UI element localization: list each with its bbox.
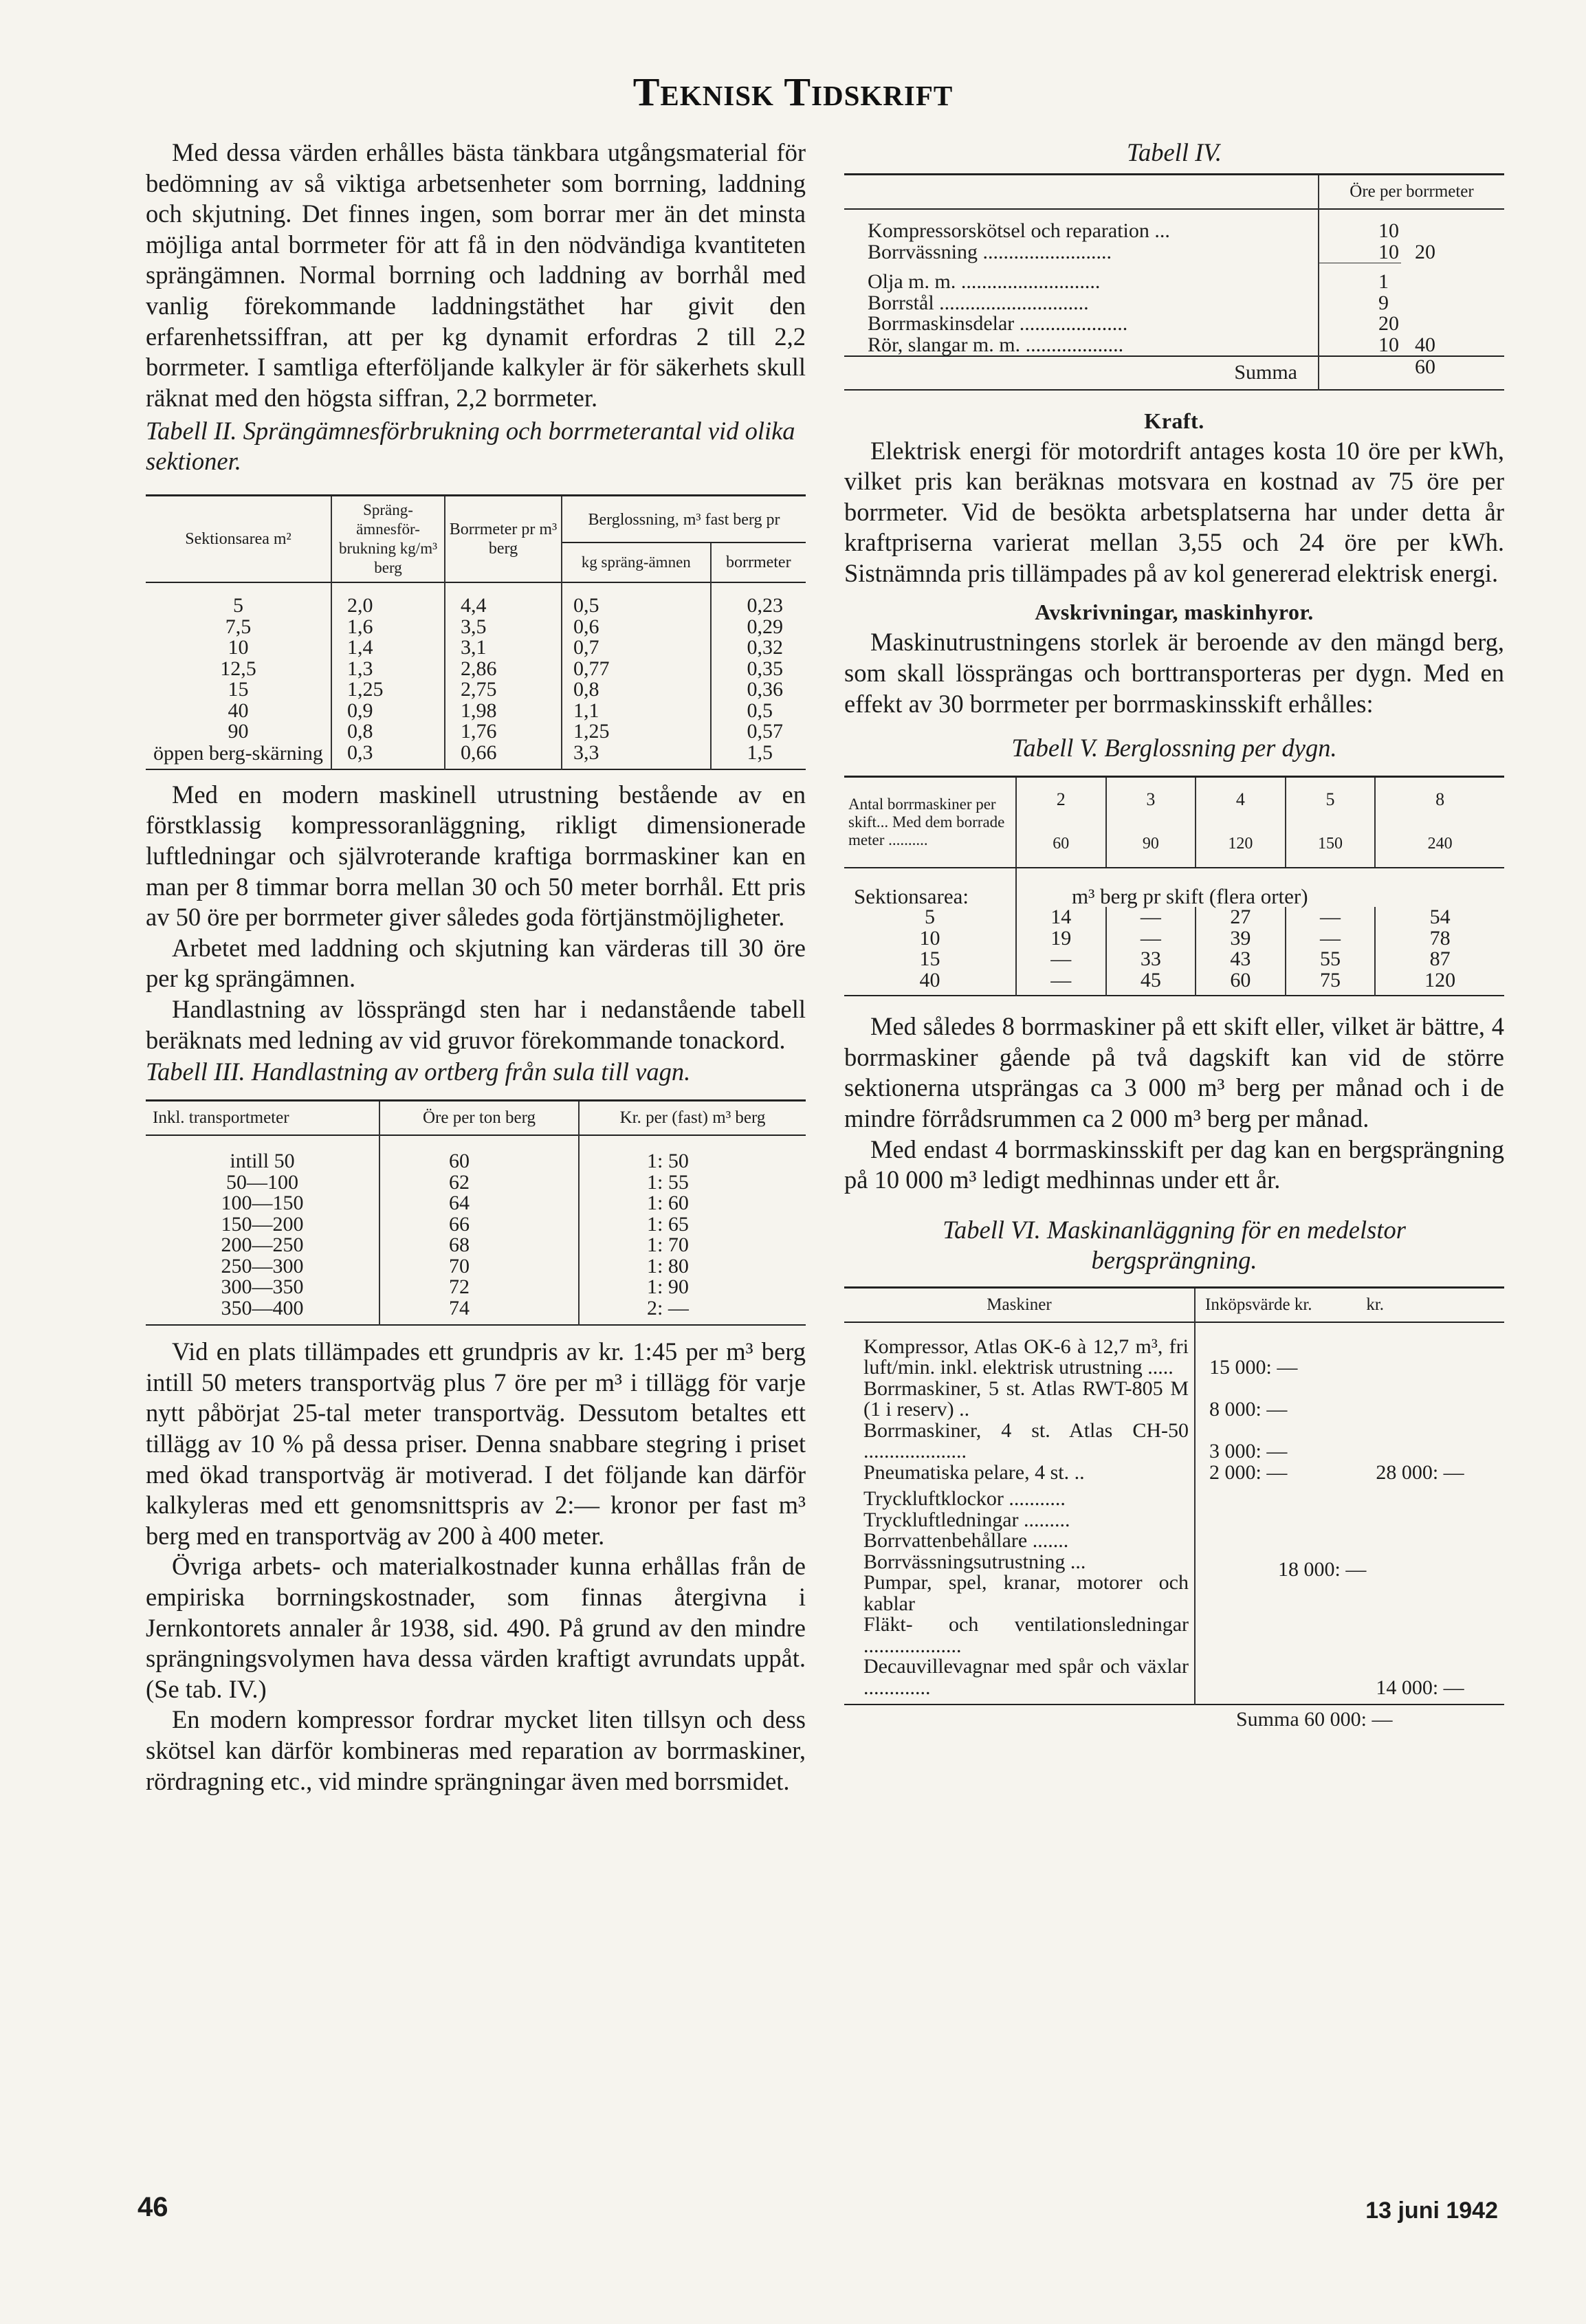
t2-cell-sekt: 5 <box>233 594 243 617</box>
t6-cell-subtotal: 28 000: — <box>1376 1460 1464 1484</box>
table-row <box>146 617 806 638</box>
t3-cell-transport: 250—300 <box>221 1254 304 1278</box>
paragraph-intro: Med dessa värden erhålles bästa tänkbara utgångsmaterial för bedömning av så viktiga arbetsenheter som borrning, laddning och skjutning. Det finnes ingen, som borrar mer än det minsta möjliga antal borrmeter för att få in den nödvändiga kvantiteten sprängämnen. Normal borrning och laddning av borrhål med vanlig förekommande laddningstäthet har givit den erfarenhetssiffran, att per kg dynamit erfordras 2 till 2,2 borrmeter. I samtliga efterföljande kalkyler är för säkerhets skull räknat med den högsta siffran, 2,2 borrmeter. <box>146 138 806 412</box>
t4-cell-label: Kompressorskötsel och reparation ... <box>868 219 1170 242</box>
t2-cell-bm: 0,36 <box>711 679 806 701</box>
table-6 <box>844 1286 1504 1731</box>
t5-cell-value: — <box>1106 928 1196 950</box>
table-row <box>146 1193 806 1214</box>
table-5 <box>844 776 1504 996</box>
t6-cell-subtotal <box>1366 1379 1504 1421</box>
table-row <box>146 637 806 659</box>
paragraph-avskrivningar: Maskinutrustningens storlek är beroende av den mängd berg, som skall lössprängas och borttransporteras per dygn. Med en effekt av 30 borrmeter per borrmaskinsskift erhålles: <box>844 628 1504 718</box>
t3-header-ore: Öre per ton berg <box>379 1101 579 1136</box>
table-row <box>146 1235 806 1256</box>
t3-cell-ore: 74 <box>379 1298 579 1326</box>
t2-cell-sekt: 12,5 <box>220 657 256 680</box>
t6-cell-value: 15 000: — <box>1195 1322 1366 1379</box>
t2-cell-sekt: 40 <box>228 699 249 722</box>
table-row <box>844 1322 1504 1379</box>
t5-cell-value: 75 <box>1286 970 1376 996</box>
t5-cell-value: 43 <box>1196 949 1286 970</box>
table-3-caption <box>146 1057 806 1087</box>
paragraph-borrmaskiner-8: Med således 8 borrmaskiner på ett skift eller, vilket är bättre, 4 borrmaskiner gående på två dagskift kan vid de större sektionerna utsprängas ca 3 000 m³ berg per månad och i de mindre förrådsrummen ca 2 000 m³ berg per månad. <box>844 1012 1504 1133</box>
table-row <box>844 263 1504 293</box>
t2-cell-kg: 0,5 <box>562 582 711 617</box>
t2-cell-kg: 0,77 <box>562 659 711 680</box>
t2-header-borr: Borrmeter pr m³ berg <box>445 496 562 583</box>
t6-sum-label: Summa <box>1236 1708 1299 1731</box>
table-row <box>146 582 806 617</box>
table-row <box>844 314 1504 335</box>
t6-group-item: Tryckluftledningar ......... <box>863 1508 1070 1531</box>
t2-cell-spr: 0,9 <box>331 701 445 722</box>
t6-last-value: 14 000: — <box>1376 1676 1464 1699</box>
table-row <box>844 907 1504 928</box>
t4-cell-label: Borrstål ............................. <box>868 292 1089 314</box>
t6-group-value: 18 000: — <box>1195 1483 1366 1656</box>
t3-cell-transport: 200—250 <box>221 1234 304 1257</box>
t2-header-berg: Berglossning, m³ fast berg pr <box>562 496 806 542</box>
heading-kraft: Kraft. <box>1144 408 1204 433</box>
t3-cell-kr: 1: 65 <box>579 1214 806 1236</box>
table-row <box>146 743 806 769</box>
t4-body <box>844 209 1504 390</box>
t6-cell-label: Pneumatiska pelare, 4 st. .. <box>863 1460 1085 1484</box>
paragraph-handlastning: Handlastning av lössprängd sten har i nedanstående tabell beräknats med ledning av vid gruvor förekommande tonackord. <box>146 995 806 1054</box>
t6-cell-value: 3 000: — <box>1195 1421 1366 1462</box>
table-row <box>844 242 1504 263</box>
t5-cell-value: 54 <box>1375 907 1504 928</box>
t4-sum-value: 60 <box>1415 355 1435 378</box>
t3-cell-kr: 1: 80 <box>579 1256 806 1278</box>
t4-cell-value: 20 <box>1319 314 1401 335</box>
t5-cell-value: 60 <box>1196 970 1286 996</box>
t4-cell-value: 9 <box>1319 293 1401 314</box>
t3-cell-ore: 70 <box>379 1256 579 1278</box>
t2-cell-kg: 1,1 <box>562 701 711 722</box>
t2-cell-spr: 1,25 <box>331 679 445 701</box>
t3-cell-kr: 1: 55 <box>579 1172 806 1194</box>
masthead-title: Teknisk Tidskrift <box>632 69 954 114</box>
t4-cell-subtotal: 20 <box>1415 240 1435 263</box>
t4-cell-value: 10 <box>1319 335 1401 357</box>
t3-cell-ore: 60 <box>379 1135 579 1172</box>
table-row <box>844 335 1504 357</box>
t5-cell-value: 87 <box>1375 949 1504 970</box>
t6-group-item: Tryckluftklockor ........... <box>863 1487 1066 1511</box>
t4-cell-label: Borrmaskinsdelar ..................... <box>868 314 1128 335</box>
t2-cell-bm: 0,29 <box>711 617 806 638</box>
table-5-caption <box>844 733 1504 763</box>
t5-meter: 60 <box>1053 834 1070 853</box>
t4-cell-label: Olja m. m. ........................... <box>868 270 1101 293</box>
t2-cell-borr: 0,66 <box>445 743 562 769</box>
t2-header-spr: Spräng-ämnesför-brukning kg/m³ berg <box>331 496 445 583</box>
t2-cell-sekt: öppen berg-skärning <box>153 741 323 765</box>
table-5-title: Berglossning per dygn. <box>1104 734 1337 763</box>
t6-sum-value: 60 000: — <box>1304 1708 1393 1731</box>
t5-sekt-label: Sektionsarea: <box>854 884 969 908</box>
t2-header-kg: kg spräng-ämnen <box>562 542 711 582</box>
t5-unit-label: m³ berg pr skift (flera orter) <box>1016 868 1504 908</box>
t5-meter: 90 <box>1142 834 1159 853</box>
t2-cell-bm: 0,5 <box>711 701 806 722</box>
t2-cell-kg: 0,7 <box>562 637 711 659</box>
table-row <box>844 1379 1504 1421</box>
table-row <box>844 949 1504 970</box>
t2-cell-spr: 1,3 <box>331 659 445 680</box>
table-sum-row <box>844 356 1504 390</box>
t4-cell-subtotal <box>1401 263 1504 293</box>
t2-cell-borr: 3,5 <box>445 617 562 638</box>
t4-cell-value: 1 <box>1319 263 1401 293</box>
table-2-title: Sprängämnesförbrukning och borrmeterantal vid olika sektioner. <box>146 417 795 476</box>
t3-cell-kr: 2: — <box>579 1298 806 1326</box>
paragraph-ovriga: Övriga arbets- och materialkostnader kunna erhållas från de empiriska borrningskostnader, som finnas återgivna i Jernkontorets annaler år 1938, sid. 490. På grund av den mindre sprängningsvolymen hava dessa värden kraftigt avrundats uppåt. (Se tab. IV.) <box>146 1552 806 1703</box>
t5-cell-sekt: 40 <box>919 968 940 991</box>
t4-cell-subtotal <box>1401 314 1504 335</box>
t6-body <box>844 1322 1504 1731</box>
t2-cell-sekt: 7,5 <box>225 615 252 638</box>
paragraph-kraft: Elektrisk energi för motordrift antages kosta 10 öre per kWh, vilket pris kan beräknas motsvara en kostnad av 75 öre per borrmeter. Vid de besökta arbetsplatserna har under detta år kraftpriserna varierat mellan 3,55 och 24 öre per kWh. Sistnämnda pris tillämpades på av kol genererad elektrisk energi. <box>844 436 1504 587</box>
t3-cell-kr: 1: 90 <box>579 1277 806 1298</box>
t2-cell-bm: 1,5 <box>711 743 806 769</box>
t2-cell-borr: 2,75 <box>445 679 562 701</box>
table-row <box>844 1421 1504 1462</box>
issue-date: 13 juni 1942 <box>1365 2197 1498 2224</box>
table-row <box>146 1298 806 1326</box>
t3-cell-transport: 100—150 <box>221 1192 304 1215</box>
t4-header: Öre per borrmeter <box>1319 175 1504 210</box>
table-2-label: Tabell II. <box>146 417 237 446</box>
t4-cell-label: Borrvässning ......................... <box>868 241 1112 263</box>
table-4 <box>844 173 1504 391</box>
t6-cell-subtotal <box>1366 1322 1504 1379</box>
table-2 <box>146 494 806 770</box>
t2-cell-kg: 0,8 <box>562 679 711 701</box>
t2-cell-kg: 1,25 <box>562 721 711 743</box>
table-6-title: Maskinanläggning för en medelstor bergsprängning. <box>1046 1215 1406 1274</box>
t4-cell-subtotal <box>1401 209 1504 242</box>
t4-cell-subtotal <box>1401 293 1504 314</box>
left-column <box>146 138 806 1797</box>
t5-subheader-row <box>844 868 1504 908</box>
t6-cell-label: Borrmaskiner, 4 st. Atlas CH-50 .................... <box>863 1418 1189 1463</box>
t2-cell-borr: 4,4 <box>445 582 562 617</box>
right-column <box>844 138 1504 1731</box>
t5-cell-value: — <box>1286 928 1376 950</box>
t3-cell-ore: 64 <box>379 1193 579 1214</box>
t3-cell-transport: 50—100 <box>226 1170 298 1194</box>
t2-header-sekt: Sektionsarea m² <box>185 530 291 549</box>
t5-count: 4 120 <box>1196 777 1286 868</box>
table-row <box>844 293 1504 314</box>
t5-meter: 150 <box>1317 834 1343 853</box>
t5-cell-value: — <box>1016 970 1106 996</box>
table-row <box>844 970 1504 996</box>
t4-cell-label: Rör, slangar m. m. ................... <box>868 334 1124 356</box>
t3-cell-ore: 72 <box>379 1277 579 1298</box>
table-6-label: Tabell VI. <box>943 1215 1041 1244</box>
table-2-caption <box>146 416 806 476</box>
t5-body <box>844 868 1504 996</box>
t3-cell-kr: 1: 50 <box>579 1135 806 1172</box>
t6-cell-value: 8 000: — <box>1195 1379 1366 1421</box>
table-row <box>146 1172 806 1194</box>
t5-count: 5 150 <box>1286 777 1376 868</box>
t5-cell-value: — <box>1286 907 1376 928</box>
table-row <box>146 1277 806 1298</box>
t5-header-label: Antal borrmaskiner per skift... Med dem borrade meter .......... <box>844 777 1016 868</box>
table-row <box>844 1462 1504 1484</box>
paragraph-kompressor: En modern kompressor fordrar mycket liten tillsyn och dess skötsel kan därför kombineras med reparation av borrmaskiner, rördragning etc., vid mindre sprängningar även med borrsmidet. <box>146 1705 806 1795</box>
t6-header-maskiner: Maskiner <box>987 1295 1052 1314</box>
t6-last-label: Decauvillevagnar med spår och växlar ............. <box>863 1655 1189 1699</box>
t6-cell-label: Kompressor, Atlas OK-6 à 12,7 m³, fri luft/min. inkl. elektrisk utrustning ..... <box>863 1335 1189 1379</box>
t5-count: 3 90 <box>1106 777 1196 868</box>
t2-cell-kg: 3,3 <box>562 743 711 769</box>
t3-cell-ore: 68 <box>379 1235 579 1256</box>
t6-group-item: Fläkt- och ventilationsledningar ................... <box>863 1613 1189 1657</box>
t2-cell-spr: 0,3 <box>331 743 445 769</box>
t4-cell-subtotal: 40 <box>1415 333 1435 356</box>
t2-header-bm: borrmeter <box>711 542 806 582</box>
t5-cell-value: — <box>1016 949 1106 970</box>
t2-cell-sekt: 15 <box>228 678 249 701</box>
table-6-caption <box>844 1215 1504 1275</box>
t3-cell-transport: 350—400 <box>221 1296 304 1319</box>
t2-cell-borr: 3,1 <box>445 637 562 659</box>
t5-meter: 120 <box>1228 834 1253 853</box>
t3-cell-transport: 150—200 <box>221 1212 304 1236</box>
t6-group-row <box>844 1483 1504 1656</box>
page-number: 46 <box>137 2192 168 2222</box>
t6-group-item: Borrvattenbehållare ....... <box>863 1529 1069 1553</box>
t3-cell-ore: 66 <box>379 1214 579 1236</box>
t5-cell-value: 33 <box>1106 949 1196 970</box>
table-row <box>146 679 806 701</box>
t2-cell-spr: 1,6 <box>331 617 445 638</box>
t5-cell-value: 120 <box>1375 970 1504 996</box>
t6-cell-subtotal <box>1366 1421 1504 1462</box>
t2-cell-bm: 0,23 <box>711 582 806 617</box>
t5-cell-value: 14 <box>1016 907 1106 928</box>
t2-cell-bm: 0,57 <box>711 721 806 743</box>
t5-cell-sekt: 5 <box>925 906 935 929</box>
table-3-label: Tabell III. <box>146 1057 245 1086</box>
table-row <box>146 1135 806 1172</box>
t5-cell-value: — <box>1106 907 1196 928</box>
t5-cell-value: 39 <box>1196 928 1286 950</box>
table-row <box>146 659 806 680</box>
table-3-title: Handlastning av ortberg från sula till vagn. <box>251 1057 691 1086</box>
t5-cell-value: 27 <box>1196 907 1286 928</box>
t4-cell-value: 10 <box>1319 242 1401 263</box>
t2-cell-bm: 0,35 <box>711 659 806 680</box>
table-row <box>146 1214 806 1236</box>
paragraph-machine: Med en modern maskinell utrustning bestående av en förstklassig kompressoranläggning, rikligt dimensionerade luftledningar och självroterande kraftiga borrmaskiner kan en man per 8 timmar borra mellan 30 och 50 meter borrhål. Ett pris av 50 öre per borrmeter giver således goda förtjänstmöjligheter. <box>146 780 806 932</box>
t5-count: 8 240 <box>1375 777 1504 868</box>
heading-avskrivningar: Avskrivningar, maskinhyror. <box>1035 600 1314 625</box>
t2-cell-spr: 2,0 <box>331 582 445 617</box>
table-row <box>146 701 806 722</box>
t6-group-labels <box>844 1483 1195 1656</box>
t2-cell-kg: 0,6 <box>562 617 711 638</box>
t4-cell-value: 10 <box>1319 209 1401 242</box>
t6-header-inkop: Inköpsvärde kr. <box>1195 1287 1366 1322</box>
paragraph-laddning: Arbetet med laddning och skjutning kan värderas till 30 öre per kg sprängämnen. <box>146 933 806 993</box>
paragraph-borrmaskiner-4: Med endast 4 borrmaskinsskift per dag kan en bergsprängning på 10 000 m³ ledigt medhinnas under ett år. <box>844 1134 1504 1194</box>
t5-cell-value: 55 <box>1286 949 1376 970</box>
t2-cell-bm: 0,32 <box>711 637 806 659</box>
table-3 <box>146 1099 806 1326</box>
t6-header-kr: kr. <box>1366 1295 1385 1314</box>
t5-cell-value: 19 <box>1016 928 1106 950</box>
t3-cell-kr: 1: 60 <box>579 1193 806 1214</box>
t5-count: 2 60 <box>1016 777 1106 868</box>
paragraph-grundpris: Vid en plats tillämpades ett grundpris av kr. 1:45 per m³ berg intill 50 meters transportväg plus 7 öre per m³ i tillägg för varje nytt påbörjat 25-tal meter transportväg. Dessutom betaltes ett tillägg av 10 % på dessa priser. Denna snabbare stegring i priset med ökad transportväg är motiverad. I det följande kan därför kalkyleras med ett genomsnittspris av 2:— kronor per fast m³ berg med en transportväg av 200 à 400 meter. <box>146 1337 806 1550</box>
t5-cell-value: 45 <box>1106 970 1196 996</box>
t5-cell-value: 78 <box>1375 928 1504 950</box>
t5-cell-sekt: 15 <box>919 947 940 971</box>
t3-cell-kr: 1: 70 <box>579 1235 806 1256</box>
t2-cell-borr: 1,76 <box>445 721 562 743</box>
table-sum-row <box>844 1704 1504 1731</box>
t2-cell-borr: 2,86 <box>445 659 562 680</box>
t3-header-transport: Inkl. transportmeter <box>153 1108 289 1128</box>
t2-body <box>146 582 806 769</box>
t5-cell-sekt: 10 <box>919 926 940 950</box>
t6-cell-value: 2 000: — <box>1195 1462 1366 1484</box>
t6-sum <box>1195 1704 1504 1731</box>
t2-cell-borr: 1,98 <box>445 701 562 722</box>
t6-cell-label: Borrmaskiner, 5 st. Atlas RWT-805 M (1 i reserv) .. <box>863 1377 1189 1421</box>
t2-cell-sekt: 10 <box>228 636 249 659</box>
t2-cell-spr: 1,4 <box>331 637 445 659</box>
t2-cell-spr: 0,8 <box>331 721 445 743</box>
table-row <box>146 1256 806 1278</box>
table-5-label: Tabell V. <box>1011 734 1099 763</box>
t3-cell-transport: intill 50 <box>230 1150 295 1173</box>
t3-header-kr: Kr. per (fast) m³ berg <box>579 1101 806 1136</box>
table-row <box>844 1656 1504 1704</box>
table-row <box>844 209 1504 242</box>
t4-sum-label: Summa <box>1234 361 1297 384</box>
table-4-caption: Tabell IV. <box>1127 138 1222 166</box>
table-row <box>844 928 1504 950</box>
t6-group-item: Pumpar, spel, kranar, motorer och kablar <box>863 1571 1189 1615</box>
t3-cell-transport: 300—350 <box>221 1275 304 1299</box>
table-row <box>146 721 806 743</box>
t5-meter: 240 <box>1427 834 1453 853</box>
t3-body <box>146 1135 806 1325</box>
t6-group-item: Borrvässningsutrustning ... <box>863 1550 1086 1573</box>
t2-cell-sekt: 90 <box>228 720 249 743</box>
t3-cell-ore: 62 <box>379 1172 579 1194</box>
